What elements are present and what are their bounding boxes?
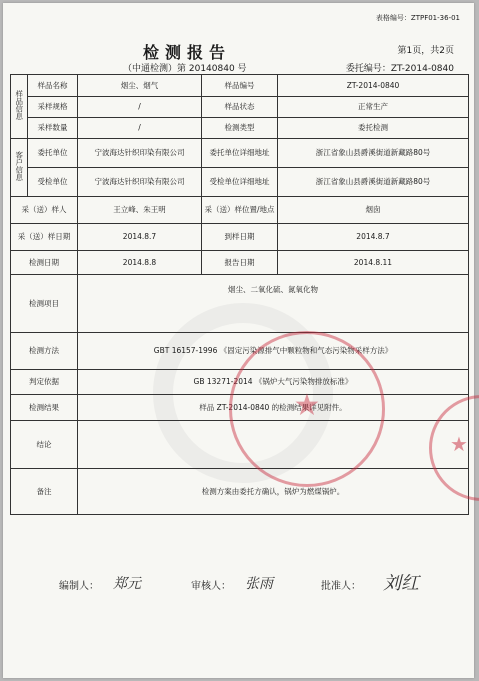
value-state: 正常生产 bbox=[278, 97, 469, 118]
label-arrival-date: 到样日期 bbox=[202, 224, 278, 251]
label-qty: 采样数量 bbox=[28, 118, 78, 139]
page-info: 第1页，共2页 bbox=[397, 46, 454, 56]
label-test-date: 检测日期 bbox=[11, 251, 78, 275]
reviewed-label: 审核人： bbox=[191, 581, 231, 592]
value-items: 烟尘、二氧化硫、氮氧化物 bbox=[78, 275, 469, 333]
reviewed-signature: 张雨 bbox=[245, 576, 273, 592]
label-method: 检测方法 bbox=[11, 333, 78, 370]
seal-star-icon: ★ bbox=[293, 388, 321, 423]
inspection-seal bbox=[229, 331, 385, 487]
seal-star-icon: ★ bbox=[450, 432, 468, 456]
label-sample-no: 样品编号 bbox=[202, 75, 278, 97]
value-client: 宁波海达针织印染有限公司 bbox=[78, 139, 202, 168]
value-sample-name: 烟尘、烟气 bbox=[78, 75, 202, 97]
value-test-type: 委托检测 bbox=[278, 118, 469, 139]
value-location: 烟囱 bbox=[278, 197, 469, 224]
label-tested: 受检单位 bbox=[28, 168, 78, 197]
value-report-date: 2014.8.11 bbox=[278, 251, 469, 275]
client-number: 委托编号：ZT-2014-0840 bbox=[345, 64, 454, 74]
value-tested: 宁波海达针织印染有限公司 bbox=[78, 168, 202, 197]
value-sampler: 王立峰、朱王明 bbox=[78, 197, 202, 224]
value-qty: / bbox=[78, 118, 202, 139]
label-sample-date: 采（送）样日期 bbox=[11, 224, 78, 251]
label-sample-name: 样品名称 bbox=[28, 75, 78, 97]
label-basis: 判定依据 bbox=[11, 370, 78, 395]
label-remarks: 备注 bbox=[11, 469, 78, 515]
value-sample-date: 2014.8.7 bbox=[78, 224, 202, 251]
label-client-addr: 委托单位详细地址 bbox=[202, 139, 278, 168]
approved-signature: 刘红 bbox=[383, 573, 419, 594]
value-tested-addr: 浙江省象山县爵溪街道新藏路80号 bbox=[278, 168, 469, 197]
label-client: 委托单位 bbox=[28, 139, 78, 168]
section-client-info: 客户信息 bbox=[11, 139, 28, 197]
report-number: （中通检测）第 20140840 号 bbox=[123, 64, 247, 74]
value-result: 样品 ZT-2014-0840 的检测结果详见附件。 bbox=[78, 395, 469, 421]
value-basis: GB 13271-2014 《锅炉大气污染物排放标准》 bbox=[78, 370, 469, 395]
value-spec: / bbox=[78, 97, 202, 118]
report-title: 检测报告 bbox=[143, 43, 232, 62]
value-remarks: 检测方案由委托方确认，锅炉为燃煤锅炉。 bbox=[78, 469, 469, 515]
value-method: GBT 16157-1996 《固定污染源排气中颗粒物和气态污染物采样方法》 bbox=[78, 333, 469, 370]
value-test-date: 2014.8.8 bbox=[78, 251, 202, 275]
value-sample-no: ZT-2014-0840 bbox=[278, 75, 469, 97]
report-page bbox=[3, 3, 474, 678]
label-test-type: 检测类型 bbox=[202, 118, 278, 139]
label-spec: 采样规格 bbox=[28, 97, 78, 118]
label-result: 检测结果 bbox=[11, 395, 78, 421]
label-state: 样品状态 bbox=[202, 97, 278, 118]
label-location: 采（送）样位置/地点 bbox=[202, 197, 278, 224]
label-tested-addr: 受检单位详细地址 bbox=[202, 168, 278, 197]
compiled-label: 编制人： bbox=[59, 581, 99, 592]
label-sampler: 采（送）样人 bbox=[11, 197, 78, 224]
label-items: 检测项目 bbox=[11, 275, 78, 333]
approved-label: 批准人： bbox=[321, 581, 361, 592]
value-client-addr: 浙江省象山县爵溪街道新藏路80号 bbox=[278, 139, 469, 168]
compiled-signature: 郑元 bbox=[113, 576, 141, 592]
section-sample-info: 样品信息 bbox=[11, 75, 28, 139]
value-arrival-date: 2014.8.7 bbox=[278, 224, 469, 251]
label-report-date: 报告日期 bbox=[202, 251, 278, 275]
form-code: 表格编号：ZTPF01-36-01 bbox=[375, 14, 460, 22]
label-conclusion: 结论 bbox=[11, 421, 78, 469]
